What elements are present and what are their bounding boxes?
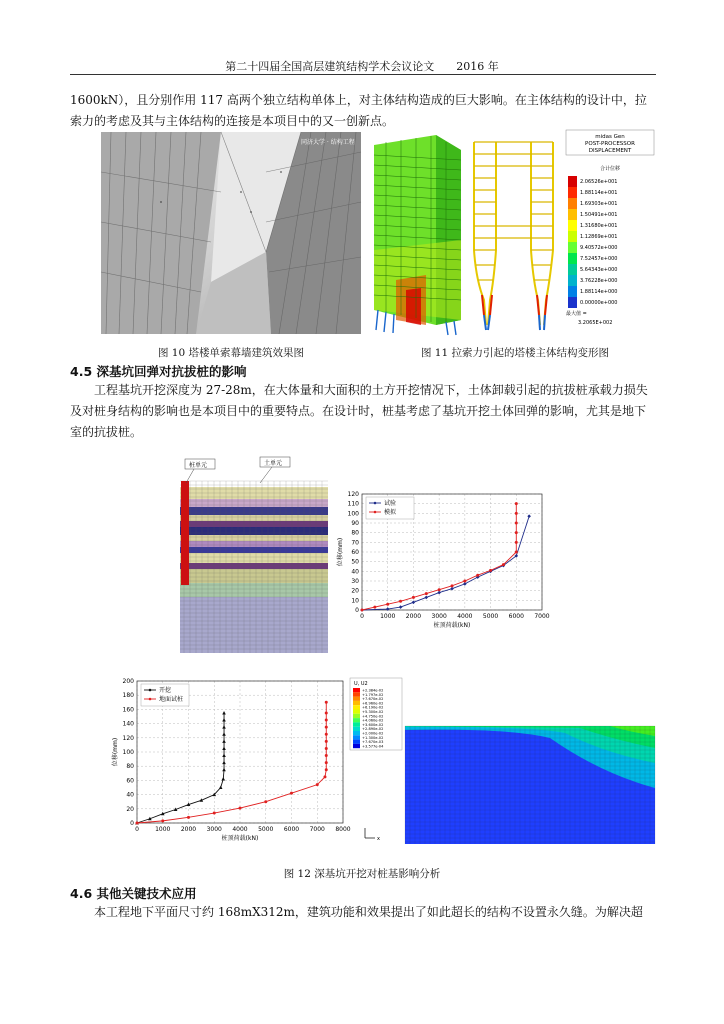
pile-label: 桩单元 — [189, 462, 208, 469]
figure-12-fe-model — [180, 453, 328, 655]
contour-swatch — [353, 735, 360, 739]
data-point — [222, 739, 226, 743]
legend-value: 1.88114e+001 — [580, 190, 618, 196]
data-point — [239, 807, 242, 810]
data-point — [290, 792, 293, 795]
data-point — [527, 514, 531, 518]
data-point — [323, 775, 326, 778]
contour-swatch — [353, 740, 360, 744]
legend-swatch — [568, 231, 577, 242]
displacement-legend — [566, 130, 654, 326]
y-tick-label: 120 — [347, 491, 359, 498]
legend-swatch — [568, 198, 577, 209]
legend-swatch — [568, 187, 577, 198]
data-point — [451, 584, 454, 587]
frame-deformed-elevation — [474, 142, 553, 330]
data-point — [515, 551, 518, 554]
data-point — [222, 768, 226, 772]
data-point — [219, 786, 223, 790]
contour-value: +6.960e-02 — [362, 701, 384, 706]
contour-value: +4.060e-02 — [362, 718, 384, 723]
data-point — [161, 819, 164, 822]
data-point — [325, 733, 328, 736]
figure-10-curtain-wall-photo — [101, 132, 361, 334]
data-point — [438, 588, 441, 591]
data-point — [316, 783, 319, 786]
contour-value: +3.600e-02 — [362, 722, 384, 727]
legend-value: 3.76228e+000 — [580, 278, 618, 284]
data-point — [515, 502, 518, 505]
figure-10-caption: 图 10 塔楼单索幕墙建筑效果图 — [157, 347, 305, 359]
data-point — [325, 740, 328, 743]
section-4-5-heading: 4.5 深基坑回弹对抗拔桩的影响 — [70, 364, 247, 379]
data-point — [515, 512, 518, 515]
contour-swatch — [353, 701, 360, 705]
soil-label: 土单元 — [264, 460, 283, 467]
legend-value: 9.40572e+000 — [580, 245, 618, 251]
figure-12-caption: 图 12 深基坑开挖对桩基影响分析 — [283, 868, 441, 880]
curtain-wall-rendering — [101, 132, 361, 334]
contour-value: +7.670e-02 — [362, 697, 384, 702]
x-tick-label: 7000 — [534, 613, 550, 620]
legend-entry: 开挖 — [159, 687, 172, 694]
data-point — [187, 816, 190, 819]
data-point — [325, 768, 328, 771]
legend-title-2: POST-PROCESSOR — [585, 141, 635, 147]
data-point — [222, 754, 226, 758]
section-4-5-body: 工程基坑开挖深度为 27-28m，在大体量和大面积的土方开挖情况下，土体卸载引起的抗拔桩承载力损失及对桩身结构的影响也是本项目中的重要特点。在设计时，桩基考虑了基坑开挖土体回弹的影响，尤其是地下室的抗拔桩。 — [70, 383, 648, 439]
data-point — [412, 596, 415, 599]
data-point — [213, 812, 216, 815]
data-point — [361, 609, 364, 612]
y-tick-label: 50 — [351, 558, 359, 566]
x-tick-label: 1000 — [155, 826, 171, 833]
x-tick-label: 1000 — [380, 613, 396, 620]
data-point — [463, 582, 467, 586]
data-point — [136, 822, 139, 825]
legend-value: 7.52457e+000 — [580, 256, 618, 262]
data-point — [463, 580, 466, 583]
y-tick-label: 20 — [126, 805, 134, 813]
data-point — [222, 761, 226, 765]
y-tick-label: 90 — [351, 520, 359, 527]
data-point — [222, 711, 226, 715]
legend-value: 1.31680e+001 — [580, 223, 618, 229]
load-displacement-chart-b — [113, 675, 353, 850]
legend-title-1: midas Gen — [595, 134, 625, 140]
x-tick-label: 2000 — [405, 613, 422, 620]
y-axis-label: 位移(mm) — [112, 737, 119, 767]
contour-swatch — [353, 744, 360, 748]
header-rule — [70, 74, 656, 75]
data-point — [222, 732, 226, 736]
x-tick-label: 3000 — [431, 613, 447, 620]
y-tick-label: 60 — [351, 549, 359, 556]
data-point — [373, 606, 376, 609]
data-point — [437, 591, 441, 595]
tower-3d-model — [374, 135, 461, 335]
legend-swatch — [568, 220, 577, 231]
y-tick-label: 70 — [351, 539, 359, 547]
data-point — [399, 605, 403, 609]
contour-value: +2.890e-02 — [362, 727, 384, 732]
y-tick-label: 30 — [351, 578, 359, 585]
contour-swatch — [353, 692, 360, 696]
data-point — [222, 746, 226, 750]
x-tick-label: 6000 — [283, 826, 300, 833]
data-point — [476, 574, 479, 577]
legend-swatch — [568, 275, 577, 286]
data-point — [450, 587, 454, 591]
contour-value: +6.190e-02 — [362, 705, 384, 710]
contour-swatch — [353, 705, 360, 709]
data-point — [502, 563, 505, 566]
data-point — [325, 726, 328, 729]
data-point — [386, 603, 389, 606]
x-tick-label: 0 — [135, 826, 139, 833]
y-tick-label: 40 — [351, 568, 359, 576]
chart-legend — [141, 684, 189, 706]
legend-entry: 地面试桩 — [159, 696, 184, 703]
chart-legend — [366, 497, 414, 519]
data-point — [424, 596, 428, 600]
legend-value: 1.88114e+000 — [580, 289, 618, 295]
x-tick-label: 4000 — [457, 613, 473, 620]
photo-watermark: 同济大学 · 结构工程 — [301, 139, 355, 146]
contour-legend-title: U, U2 — [354, 681, 368, 687]
section-4-6-heading: 4.6 其他关键技术应用 — [70, 886, 197, 901]
x-tick-label: 5000 — [258, 826, 274, 833]
contour-swatch — [353, 688, 360, 692]
y-tick-label: 180 — [122, 692, 134, 700]
data-point — [399, 600, 402, 603]
legend-swatch — [568, 209, 577, 220]
contour-value: +5.300e-02 — [362, 710, 384, 714]
contour-value: +2.384e-02 — [362, 688, 384, 693]
y-tick-label: 110 — [347, 500, 359, 508]
y-tick-label: 40 — [126, 791, 134, 799]
triad-x-label: x — [377, 836, 380, 842]
data-point — [264, 800, 267, 803]
figure-12-contour — [350, 678, 655, 848]
series-line-开挖 — [137, 713, 224, 823]
y-tick-label: 80 — [126, 763, 134, 771]
data-point — [515, 541, 518, 544]
contour-legend — [350, 678, 402, 750]
x-tick-label: 6000 — [508, 613, 524, 620]
data-point — [325, 754, 328, 757]
contour-value: +3.577e-04 — [362, 744, 384, 749]
data-point — [412, 600, 416, 604]
body-paragraph-1: 1600kN），且分别作用 117 高两个独立结构单体上，对主体结构造成的巨大影响。在主体结构的设计中，拉索力的考虑及其与主体结构的连接是本项目中的又一创新点。 — [70, 93, 647, 128]
legend-title-3: DISPLACEMENT — [588, 148, 632, 154]
contour-value: +2.000e-02 — [362, 731, 384, 736]
pile-element — [181, 481, 189, 585]
legend-swatch — [568, 264, 577, 275]
x-tick-label: 2000 — [180, 826, 197, 833]
y-tick-label: 140 — [122, 720, 134, 728]
legend-value: 1.12869e+001 — [580, 234, 618, 240]
x-tick-label: 7000 — [309, 826, 325, 833]
contour-swatch — [353, 731, 360, 735]
x-tick-label: 4000 — [232, 826, 248, 833]
legend-entry: 模拟 — [384, 509, 397, 516]
legend-value: 5.64343e+000 — [580, 267, 618, 273]
y-tick-label: 100 — [122, 749, 134, 756]
data-point — [222, 718, 226, 722]
contour-swatch — [353, 714, 360, 718]
figure-12-chart-a — [338, 486, 558, 636]
x-axis-label: 桩顶荷载(kN) — [221, 835, 259, 842]
y-tick-label: 200 — [122, 678, 134, 685]
contour-value: +1.300e-02 — [362, 735, 384, 740]
contour-value: +7.670e-03 — [362, 740, 384, 745]
load-displacement-chart-a — [338, 486, 558, 636]
y-tick-label: 120 — [122, 734, 134, 742]
header-title: 第二十四届全国高层建筑结构学术会议论文 — [225, 60, 435, 73]
legend-subtitle: 合计位移 — [599, 166, 621, 172]
y-tick-label: 20 — [351, 587, 359, 595]
y-tick-label: 60 — [126, 777, 134, 785]
legend-swatch — [568, 176, 577, 187]
x-tick-label: 8000 — [335, 826, 351, 833]
legend-entry: 试验 — [384, 500, 397, 507]
series-line-试验 — [362, 516, 529, 610]
section-4-6-body: 本工程地下平面尺寸约 168mX312m，建筑功能和效果提出了如此超长的结构不设置永久缝。为解决超 — [94, 905, 643, 919]
x-axis-label: 桩顶荷载(kN) — [433, 622, 471, 629]
data-point — [221, 777, 225, 781]
figure-11-deformation — [366, 130, 658, 340]
x-tick-label: 3000 — [206, 826, 222, 833]
legend-swatch — [568, 253, 577, 264]
data-point — [325, 761, 328, 764]
y-tick-label: 0 — [130, 820, 134, 827]
data-point — [325, 701, 328, 704]
contour-value: +4.750e-02 — [362, 714, 384, 719]
legend-value: 2.06526e+001 — [580, 179, 618, 185]
data-point — [222, 725, 226, 729]
x-tick-label: 5000 — [482, 613, 499, 620]
legend-value: 1.69303e+001 — [580, 201, 618, 207]
contour-swatch — [353, 718, 360, 722]
series-line-地面试桩 — [137, 702, 326, 823]
y-tick-label: 80 — [351, 529, 359, 537]
data-point — [425, 592, 428, 595]
contour-swatch — [353, 727, 360, 731]
figure-11-caption: 图 11 拉索力引起的塔楼主体结构变形图 — [420, 347, 610, 359]
legend-swatch — [568, 297, 577, 308]
running-header — [0, 58, 724, 74]
axis-triad — [365, 828, 380, 842]
y-tick-label: 0 — [355, 607, 359, 614]
legend-swatch — [568, 242, 577, 253]
data-point — [489, 569, 492, 572]
y-tick-label: 160 — [122, 706, 134, 714]
contour-swatch — [353, 697, 360, 701]
legend-max-label: 最大值 = — [566, 311, 587, 317]
contour-swatch — [353, 710, 360, 714]
contour-field — [405, 726, 655, 844]
data-point — [325, 719, 328, 722]
data-point — [325, 747, 328, 750]
y-tick-label: 10 — [351, 597, 359, 605]
data-point — [515, 531, 518, 534]
data-point — [515, 522, 518, 525]
x-tick-label: 0 — [360, 613, 364, 620]
y-tick-label: 100 — [347, 510, 359, 518]
legend-value: 1.50491e+001 — [580, 212, 618, 218]
y-axis-label: 位移(mm) — [337, 537, 344, 567]
legend-swatch — [568, 286, 577, 297]
legend-max-value: 3.2065E+002 — [578, 320, 613, 326]
header-year: 2016 年 — [456, 60, 499, 73]
legend-value: 0.00000e+000 — [580, 300, 618, 306]
figure-12-chart-b — [113, 675, 353, 850]
contour-value: +1.797e-02 — [362, 692, 384, 697]
data-point — [325, 711, 328, 714]
contour-swatch — [353, 722, 360, 726]
